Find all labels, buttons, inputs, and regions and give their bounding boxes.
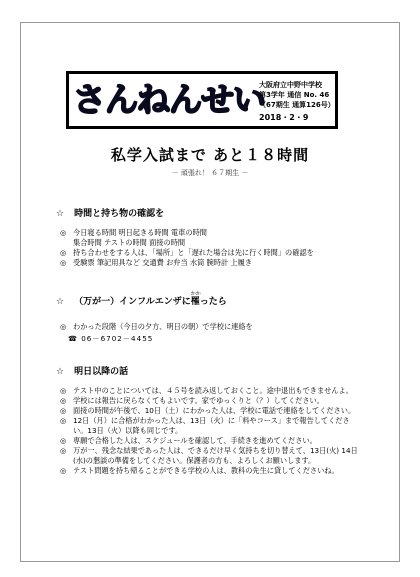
cohort-line: （67期生 通算126号）	[259, 101, 335, 109]
double-circle-icon: ◎	[60, 466, 67, 475]
double-circle-icon: ◎	[60, 322, 67, 331]
influenza-list	[60, 322, 360, 332]
list-item	[60, 466, 360, 476]
list-item	[60, 322, 360, 332]
double-circle-icon: ◎	[60, 396, 67, 405]
list-item-text: 専願で合格した人は、スケジュールを確認して、手続きを進めてください。	[73, 436, 317, 445]
page-title: 私学入試まで あと１８時間	[110, 146, 310, 164]
page-subtitle: － 頑張れ！ ６７期生 －	[171, 169, 249, 177]
list-item-text: 持ち合わせをする人は、「場所」と「遅れた場合は先に行く時間」の確認を	[73, 248, 314, 257]
school-name: 大阪府立中野中学校	[259, 81, 322, 89]
list-item-text: わかった段階（今日の夕方、明日の朝）で学校に連絡を	[73, 322, 253, 331]
section-title-text: 時間と持ち物の確認を	[74, 209, 165, 219]
list-item-text: 万が一、残念な結果であった人は、できるだけ早く気持ちを切り替えて、13日(火) 14日(水)の懇談の準備をしてください。保護者の方も、よろしくお願いします。	[73, 446, 358, 465]
section-title-influenza: ☆ （万が一）インフルエンザに かか 罹ったら	[56, 291, 227, 307]
list-item	[60, 396, 360, 406]
star-icon: ☆	[56, 297, 65, 307]
issue-number: 第3学年 通信 No. 46	[259, 91, 330, 99]
double-circle-icon: ◎	[60, 436, 67, 445]
list-item-text: 学校には報告に戻らなくてもよいです。家でゆっくりと（？）してください。	[73, 396, 324, 405]
double-circle-icon: ◎	[60, 258, 67, 267]
after-tomorrow-list	[60, 386, 360, 476]
star-icon: ☆	[56, 209, 65, 219]
list-item	[60, 248, 360, 258]
list-item	[60, 386, 360, 396]
section-title-text: 明日以降の話	[74, 367, 129, 377]
double-circle-icon: ◎	[60, 248, 67, 257]
list-item-text: テスト問題を持ち帰ることができる学校の人は、教科の先生に貸してくださいね。	[73, 466, 339, 475]
list-item-text: 集合時間 テストの時間 面接の時間	[73, 238, 186, 247]
list-item	[60, 258, 360, 268]
masthead-info	[259, 80, 339, 123]
list-item	[60, 446, 360, 466]
star-icon: ☆	[56, 367, 65, 377]
section-title-checklist	[56, 206, 164, 219]
list-item-text: 今日寝る時間 明日起きる時間 電車の時間	[73, 228, 207, 237]
ruby-kanji: かか 罹	[190, 291, 201, 307]
list-item-text: 12日（月）に合格がわかった人は、13日（火）に「料やコース」まで報告してください。13日（火）以降も同じです。	[73, 416, 350, 435]
issue-date: 2018・2・9	[259, 113, 309, 122]
double-circle-icon: ◎	[60, 446, 67, 455]
double-circle-icon: ◎	[60, 386, 67, 395]
list-item	[60, 238, 360, 248]
list-item	[60, 406, 360, 416]
list-item	[60, 416, 360, 436]
masthead	[66, 71, 338, 129]
school-phone: ☎ 06－6702－4455	[68, 334, 154, 343]
double-circle-icon: ◎	[60, 416, 67, 425]
double-circle-icon: ◎	[60, 228, 67, 237]
ruby-reading: かか	[190, 291, 201, 297]
list-item-text: 受験票 筆記用具など 交通費 お弁当 水筒 腕時計 上履き	[73, 258, 253, 267]
double-circle-icon: ◎	[60, 406, 67, 415]
list-item-text: 面接の時間が午後で、10日（土）にわかった人は、学校に電話で連絡をしてください。	[73, 406, 356, 415]
list-item	[60, 228, 360, 238]
checklist-list	[60, 228, 360, 268]
section-title-after-tomorrow	[56, 364, 128, 377]
newsletter-title: さんねんせい	[73, 80, 265, 119]
list-item	[60, 436, 360, 446]
list-item-text: テスト中のことについては、４５号を読み返しておくこと。途中退出もできませんよ。	[73, 386, 353, 395]
